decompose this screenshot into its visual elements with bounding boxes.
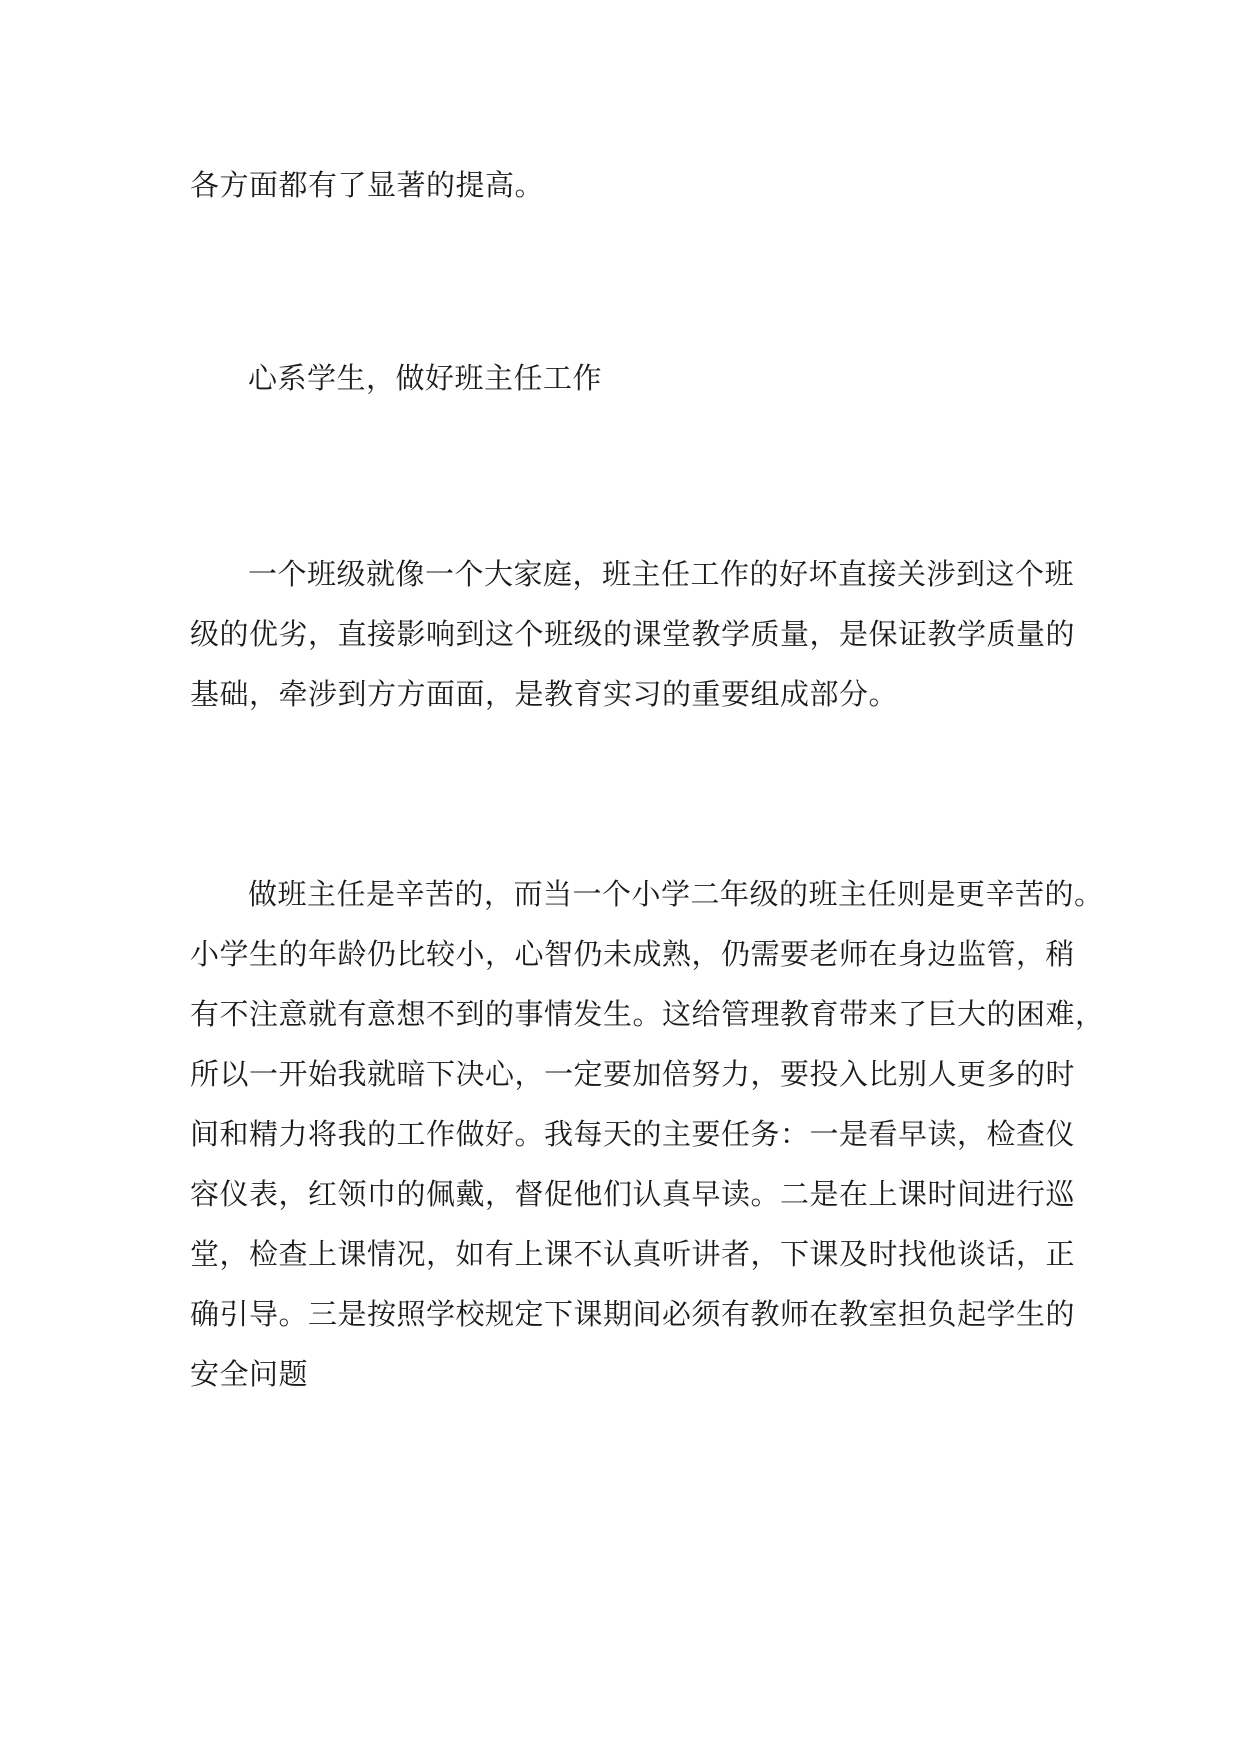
section-heading: 心系学生，做好班主任工作 xyxy=(248,361,603,395)
paragraph-line: 堂，检查上课情况，如有上课不认真听讲者，下课及时找他谈话，正 xyxy=(190,1237,1076,1271)
paragraph-line: 各方面都有了显著的提高。 xyxy=(190,168,545,202)
paragraph-line: 确引导。三是按照学校规定下课期间必须有教师在教室担负起学生的 xyxy=(190,1297,1076,1331)
paragraph-line: 安全问题 xyxy=(190,1357,309,1391)
paragraph-line: 小学生的年龄仍比较小，心智仍未成熟，仍需要老师在身边监管，稍 xyxy=(190,937,1076,971)
paragraph-line: 容仪表，红领巾的佩戴，督促他们认真早读。二是在上课时间进行巡 xyxy=(190,1177,1076,1211)
paragraph-line: 间和精力将我的工作做好。我每天的主要任务：一是看早读，检查仪 xyxy=(190,1117,1076,1151)
paragraph-line: 基础，牵涉到方方面面，是教育实习的重要组成部分。 xyxy=(190,677,899,711)
paragraph-line: 级的优劣，直接影响到这个班级的课堂教学质量，是保证教学质量的 xyxy=(190,617,1076,651)
paragraph-line: 做班主任是辛苦的，而当一个小学二年级的班主任则是更辛苦的。 xyxy=(248,877,1104,911)
paragraph-line: 有不注意就有意想不到的事情发生。这给管理教育带来了巨大的困难， xyxy=(190,997,1105,1031)
paragraph-line: 所以一开始我就暗下决心，一定要加倍努力，要投入比别人更多的时 xyxy=(190,1057,1076,1091)
paragraph-line: 一个班级就像一个大家庭，班主任工作的好坏直接关涉到这个班 xyxy=(248,557,1075,591)
